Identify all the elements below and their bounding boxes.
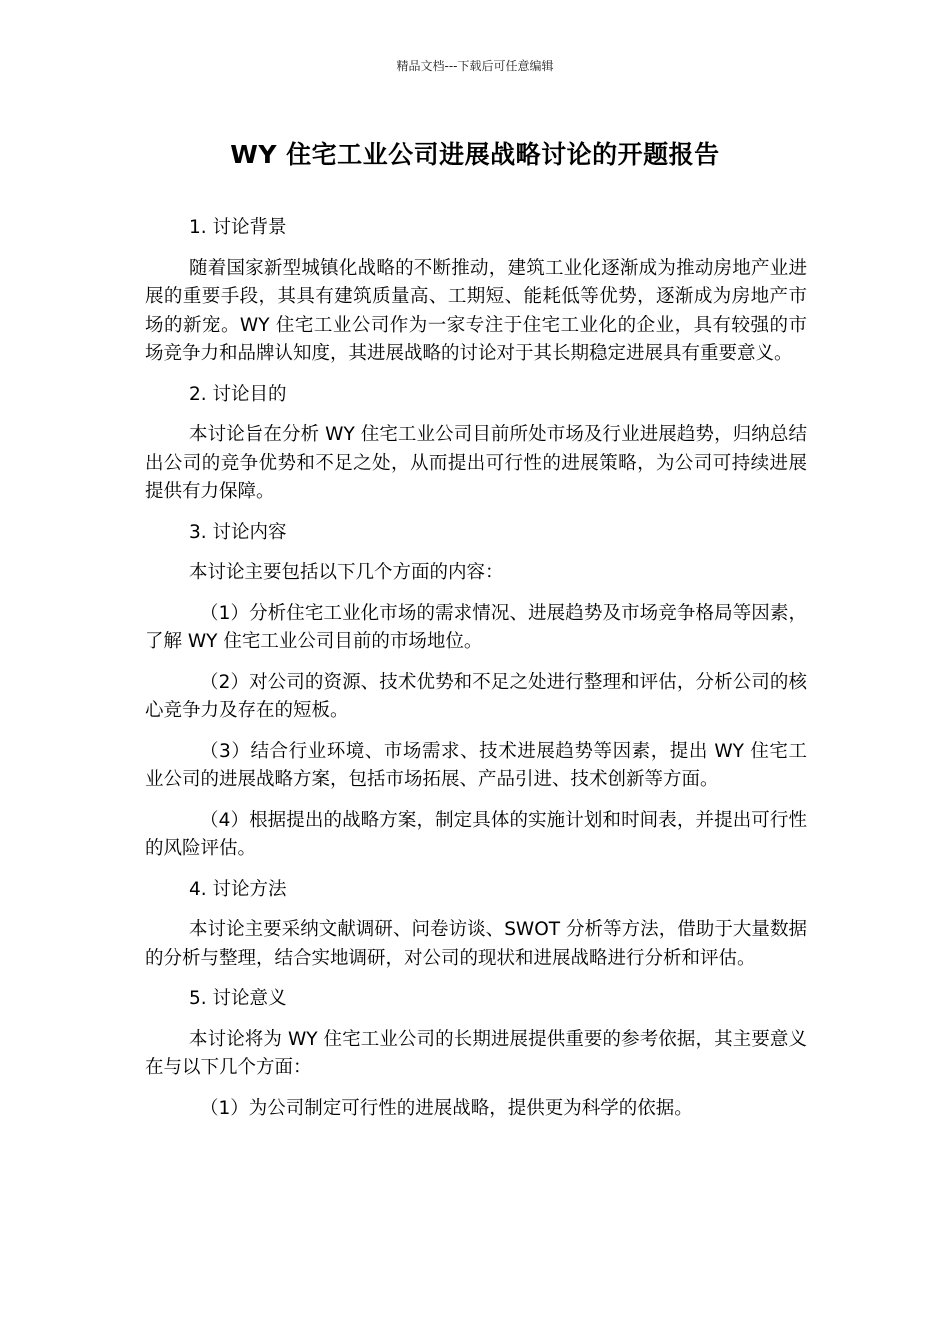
section-heading-content: 3. 讨论内容	[189, 521, 287, 543]
document-body	[145, 214, 807, 1123]
content-list-item: （3）结合行业环境、市场需求、技术进展趋势等因素，提出 WY 住宅工业公司的进展战略方案，包括市场拓展、产品引进、技术创新等方面。	[145, 740, 807, 790]
method-paragraph: 本讨论主要采纳文献调研、问卷访谈、SWOT 分析等方法，借助于大量数据的分析与整理，结合实地调研，对公司的现状和进展战略进行分析和评估。	[145, 919, 807, 969]
content-intro-paragraph: 本讨论主要包括以下几个方面的内容：	[189, 562, 504, 583]
content-list-item: （4）根据提出的战略方案，制定具体的实施计划和时间表，并提出可行性的风险评估。	[145, 809, 807, 859]
section-heading-purpose: 2. 讨论目的	[189, 383, 287, 405]
document-title: WY 住宅工业公司进展战略讨论的开题报告	[230, 140, 720, 169]
content-list-item: （2）对公司的资源、技术优势和不足之处进行整理和评估，分析公司的核心竞争力及存在的短板。	[145, 671, 807, 721]
significance-list-item: （1）为公司制定可行性的进展战略，提供更为科学的依据。	[200, 1097, 693, 1119]
background-paragraph: 随着国家新型城镇化战略的不断推动，建筑工业化逐渐成为推动房地产业进展的重要手段，其具有建筑质量高、工期短、能耗低等优势，逐渐成为房地产市场的新宠。WY 住宅工业公司作为一家专注于住宅工业化的企业，具有较强的市场竞争力和品牌认知度，其进展战略的讨论对于其长期稳定进展具有重要意义。	[145, 257, 807, 364]
section-heading-background: 1. 讨论背景	[189, 217, 287, 238]
significance-intro-paragraph: 本讨论将为 WY 住宅工业公司的长期进展提供重要的参考依据，其主要意义在与以下几个方面：	[145, 1028, 807, 1078]
purpose-paragraph: 本讨论旨在分析 WY 住宅工业公司目前所处市场及行业进展趋势，归纳总结出公司的竞争优势和不足之处，从而提出可行性的进展策略，为公司可持续进展提供有力保障。	[145, 424, 807, 502]
page-header: 精品文档---下载后可任意编辑	[396, 59, 554, 73]
section-heading-method: 4. 讨论方法	[189, 878, 287, 900]
section-heading-significance: 5. 讨论意义	[189, 988, 287, 1009]
content-list-item: （1）分析住宅工业化市场的需求情况、进展趋势及市场竞争格局等因素，了解 WY 住宅工业公司目前的市场地位。	[145, 602, 807, 652]
